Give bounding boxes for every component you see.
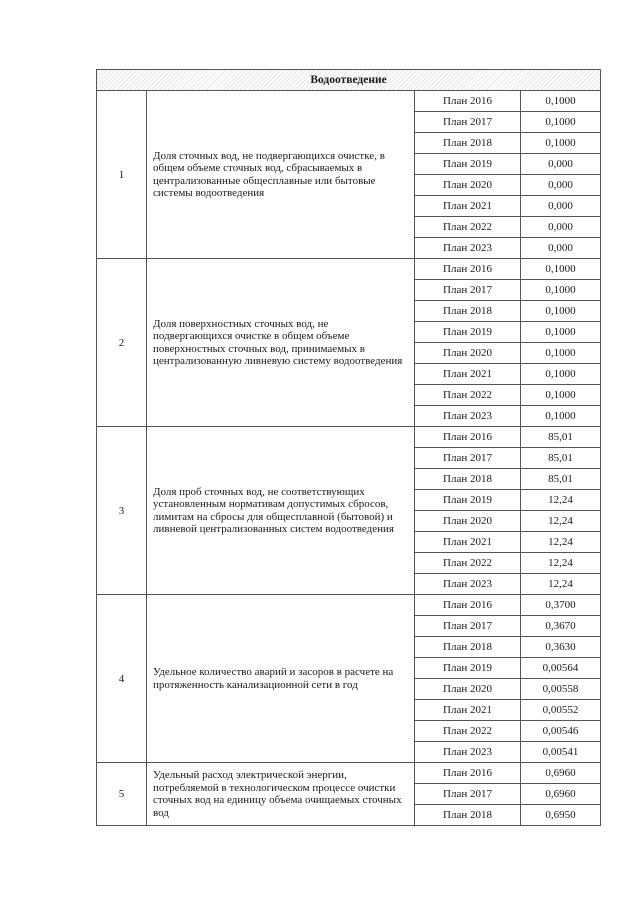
plan-year-label: План 2022 — [415, 553, 521, 574]
plan-year-label: План 2016 — [415, 427, 521, 448]
plan-row — [97, 595, 601, 616]
plan-year-label: План 2021 — [415, 532, 521, 553]
indicator-description: Доля поверхностных сточных вод, не подвергающихся очистке в общем объеме поверхностных сточных вод, принимаемых в централизованную ливневую систему водоотведения — [147, 259, 415, 427]
plan-row — [97, 259, 601, 280]
plan-year-label: План 2018 — [415, 805, 521, 826]
plan-value: 0,000 — [521, 154, 601, 175]
plan-row — [97, 91, 601, 112]
plan-year-label: План 2017 — [415, 280, 521, 301]
plan-value: 12,24 — [521, 574, 601, 595]
plan-year-label: План 2023 — [415, 574, 521, 595]
plan-year-label: План 2019 — [415, 322, 521, 343]
indicator-number: 3 — [97, 427, 147, 595]
indicator-number: 1 — [97, 91, 147, 259]
plan-value: 0,1000 — [521, 364, 601, 385]
plan-year-label: План 2018 — [415, 469, 521, 490]
plan-year-label: План 2019 — [415, 658, 521, 679]
plan-year-label: План 2018 — [415, 133, 521, 154]
plan-value: 0,000 — [521, 196, 601, 217]
plan-value: 0,3670 — [521, 616, 601, 637]
plan-year-label: План 2023 — [415, 238, 521, 259]
plan-year-label: План 2017 — [415, 616, 521, 637]
plan-year-label: План 2021 — [415, 700, 521, 721]
plan-value: 0,1000 — [521, 385, 601, 406]
water-disposal-table — [96, 69, 601, 826]
plan-year-label: План 2018 — [415, 301, 521, 322]
plan-year-label: План 2019 — [415, 154, 521, 175]
plan-year-label: План 2022 — [415, 385, 521, 406]
plan-year-label: План 2017 — [415, 784, 521, 805]
plan-value: 0,1000 — [521, 322, 601, 343]
plan-value: 0,00558 — [521, 679, 601, 700]
indicator-number: 4 — [97, 595, 147, 763]
plan-year-label: План 2017 — [415, 448, 521, 469]
plan-row — [97, 763, 601, 784]
plan-value: 12,24 — [521, 490, 601, 511]
plan-year-label: План 2016 — [415, 91, 521, 112]
indicator-number: 2 — [97, 259, 147, 427]
plan-value: 0,000 — [521, 238, 601, 259]
plan-year-label: План 2020 — [415, 343, 521, 364]
plan-value: 0,6960 — [521, 763, 601, 784]
plan-value: 12,24 — [521, 553, 601, 574]
plan-year-label: План 2021 — [415, 364, 521, 385]
plan-year-label: План 2022 — [415, 217, 521, 238]
indicator-description: Доля сточных вод, не подвергающихся очистке, в общем объеме сточных вод, сбрасываемых в централизованные общесплавные или бытовые системы водоотведения — [147, 91, 415, 259]
plan-value: 0,000 — [521, 217, 601, 238]
plan-year-label: План 2018 — [415, 637, 521, 658]
plan-value: 0,6950 — [521, 805, 601, 826]
section-header-row — [97, 70, 601, 91]
plan-value: 0,3700 — [521, 595, 601, 616]
plan-year-label: План 2016 — [415, 259, 521, 280]
plan-year-label: План 2020 — [415, 511, 521, 532]
plan-value: 0,1000 — [521, 133, 601, 154]
plan-value: 85,01 — [521, 469, 601, 490]
plan-value: 0,00541 — [521, 742, 601, 763]
plan-value: 0,1000 — [521, 343, 601, 364]
plan-value: 0,1000 — [521, 406, 601, 427]
plan-value: 12,24 — [521, 511, 601, 532]
plan-year-label: План 2023 — [415, 406, 521, 427]
plan-value: 0,00564 — [521, 658, 601, 679]
plan-year-label: План 2020 — [415, 175, 521, 196]
plan-value: 0,00546 — [521, 721, 601, 742]
plan-value: 0,00552 — [521, 700, 601, 721]
plan-year-label: План 2021 — [415, 196, 521, 217]
plan-value: 12,24 — [521, 532, 601, 553]
plan-value: 85,01 — [521, 427, 601, 448]
plan-value: 0,000 — [521, 175, 601, 196]
plan-year-label: План 2019 — [415, 490, 521, 511]
plan-year-label: План 2023 — [415, 742, 521, 763]
plan-year-label: План 2016 — [415, 763, 521, 784]
plan-year-label: План 2020 — [415, 679, 521, 700]
indicator-description: Удельный расход электрической энергии, потребляемой в технологическом процессе очистки сточных вод на единицу объема очищаемых сточных вод — [147, 763, 415, 826]
indicator-description: Доля проб сточных вод, не соответствующих установленным нормативам допустимых сбросов, лимитам на сбросы для общесплавной (бытовой) и ливневой централизованных систем водоотведения — [147, 427, 415, 595]
plan-year-label: План 2017 — [415, 112, 521, 133]
section-title: Водоотведение — [97, 70, 601, 91]
plan-value: 0,1000 — [521, 91, 601, 112]
indicator-description: Удельное количество аварий и засоров в расчете на протяженность канализационной сети в год — [147, 595, 415, 763]
plan-value: 0,1000 — [521, 112, 601, 133]
plan-value: 0,3630 — [521, 637, 601, 658]
plan-row — [97, 427, 601, 448]
plan-value: 0,1000 — [521, 301, 601, 322]
indicator-number: 5 — [97, 763, 147, 826]
plan-year-label: План 2022 — [415, 721, 521, 742]
plan-value: 85,01 — [521, 448, 601, 469]
plan-value: 0,6960 — [521, 784, 601, 805]
plan-year-label: План 2016 — [415, 595, 521, 616]
plan-value: 0,1000 — [521, 280, 601, 301]
plan-value: 0,1000 — [521, 259, 601, 280]
